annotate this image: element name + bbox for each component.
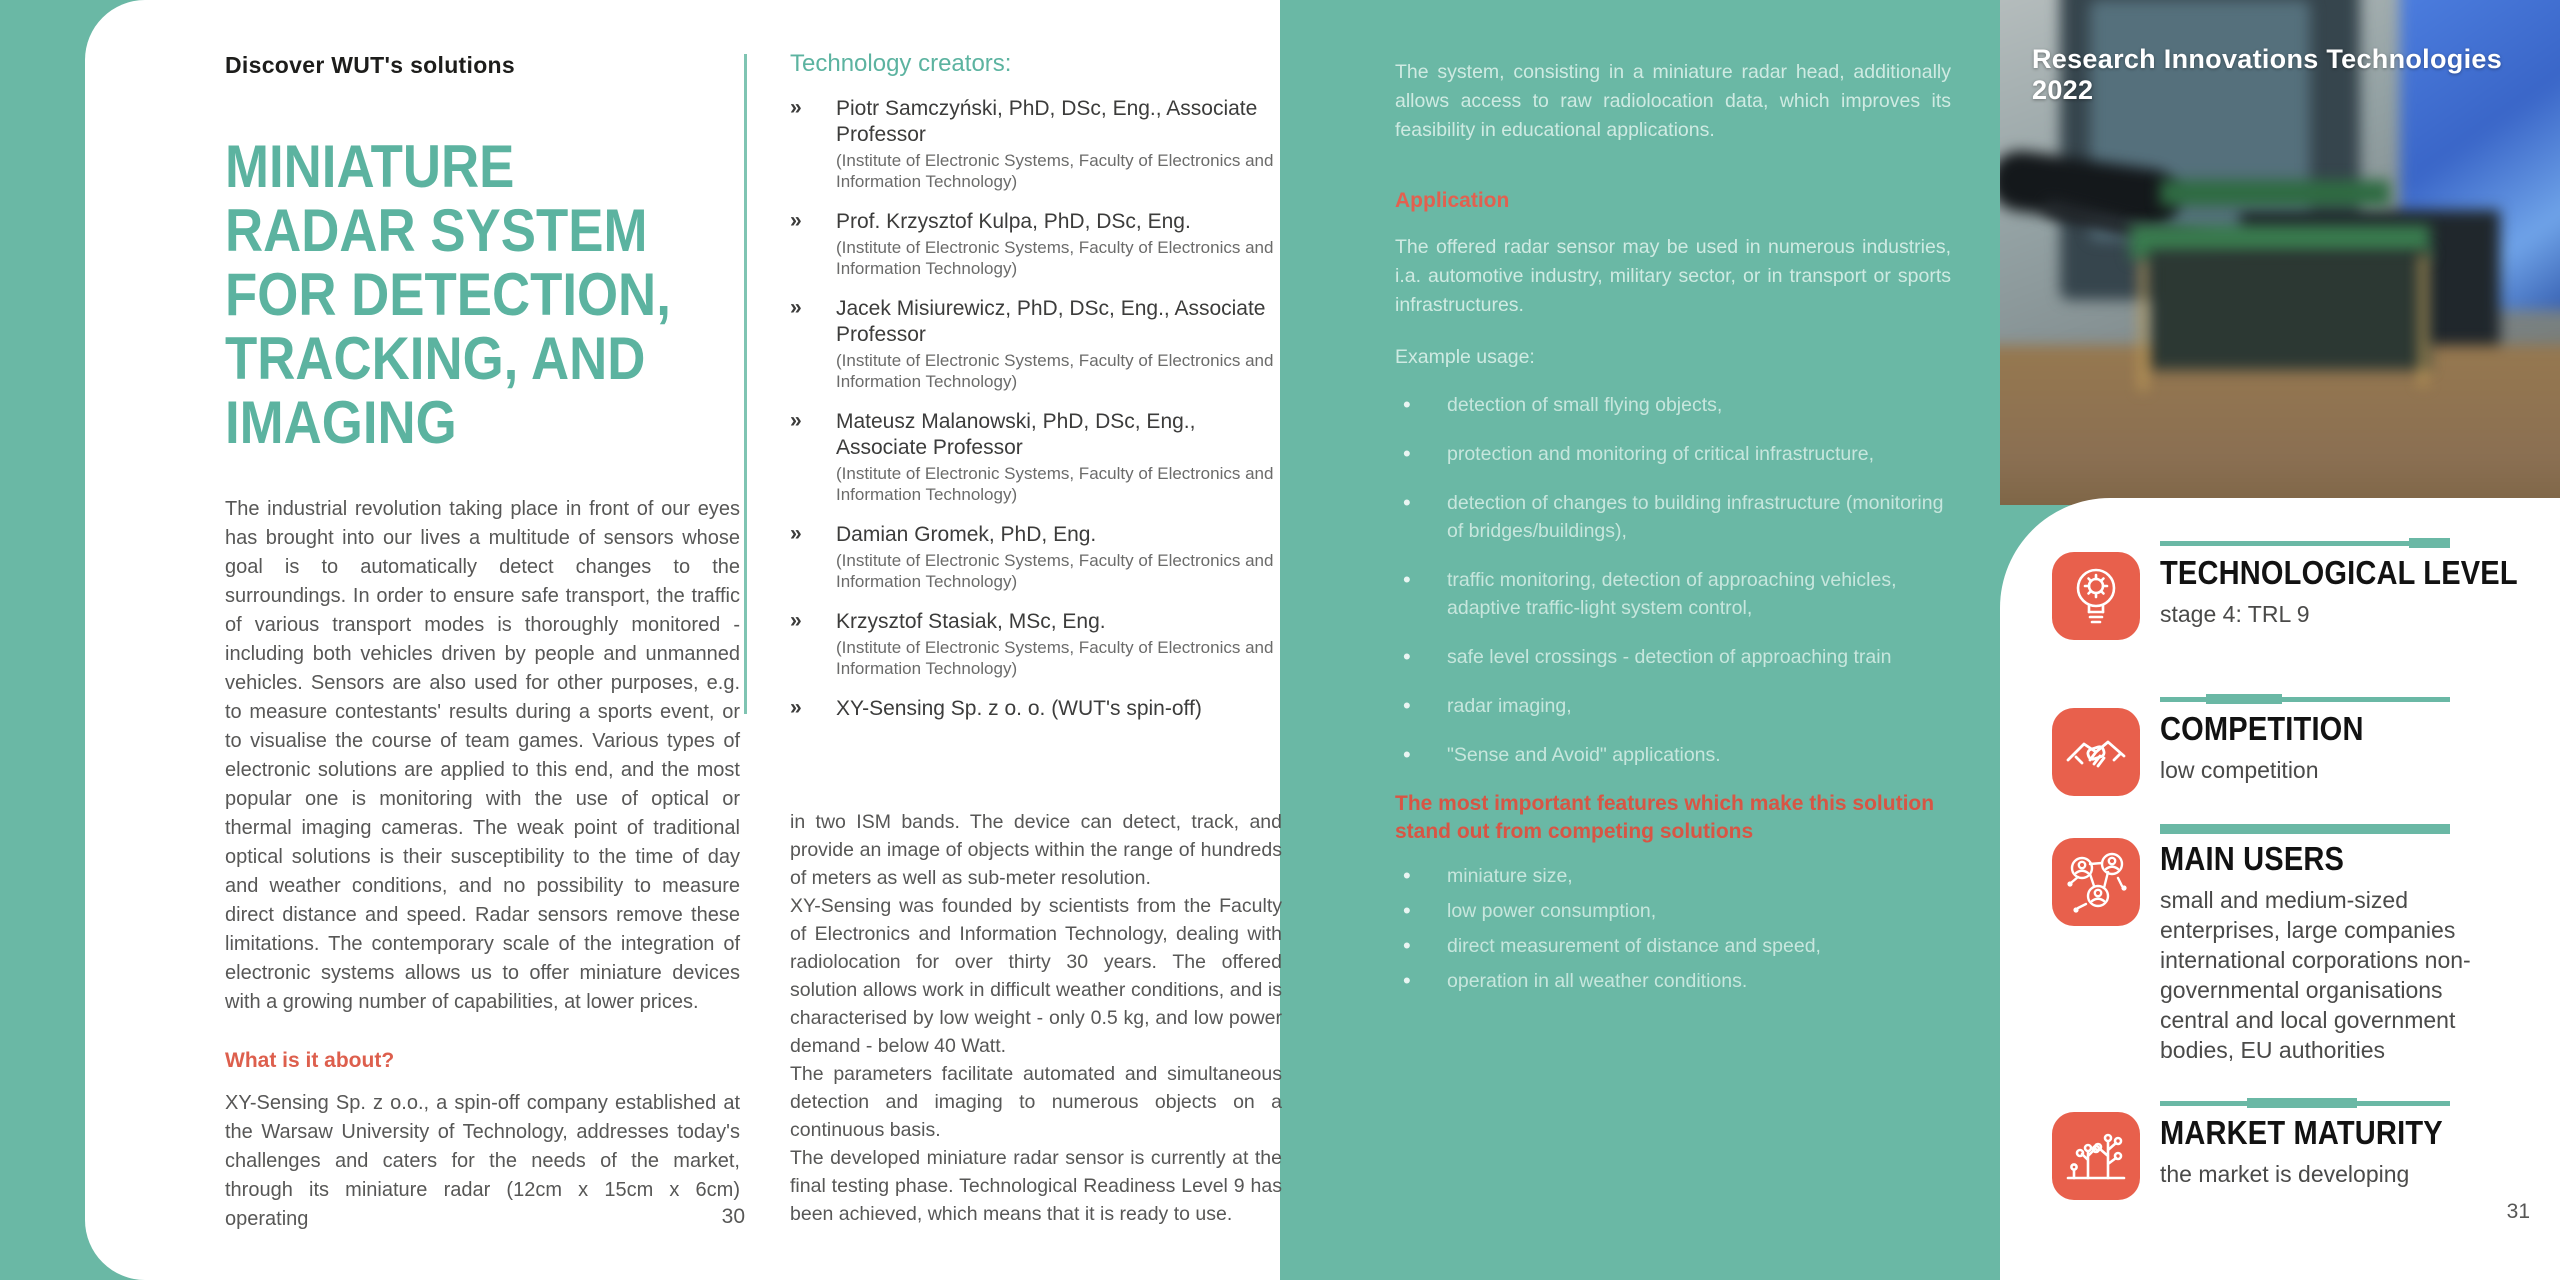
system-paragraph: The system, consisting in a miniature radar head, additionally allows access to raw radiolocation data, which improves its feasibility in educational applications. bbox=[1395, 61, 1951, 141]
page-number-31: 31 bbox=[2506, 1200, 2530, 1223]
creator-item: » XY-Sensing Sp. z o. o. (WUT's spin-off) bbox=[790, 696, 1202, 720]
list-marker-icon: » bbox=[790, 609, 802, 632]
creator-item: » Piotr Samczyński, PhD, DSc, Eng., Associate Professor (Institute of Electronic Systems, Faculty of Electronics and Information Technology) bbox=[790, 96, 1274, 191]
photo-standoff-left bbox=[2140, 260, 2146, 390]
stat-value: small and medium-sized enterprises, large companies international corporations non-governmental organisations central and local government bodies, EU authorities bbox=[2160, 887, 2471, 1063]
photo-pcb-board-upper bbox=[2160, 180, 2390, 206]
creator-item: » Prof. Krzysztof Kulpa, PhD, DSc, Eng. (Institute of Electronic Systems, Faculty of Electronics and Information Technology) bbox=[790, 209, 1274, 278]
usage-list bbox=[1395, 391, 1951, 769]
list-marker-icon: » bbox=[790, 296, 802, 319]
stat-label: MAIN USERS bbox=[2160, 840, 2345, 877]
title-line-2: RADAR SYSTEM bbox=[225, 197, 648, 264]
stat-value: the market is developing bbox=[2160, 1161, 2410, 1187]
network-users-icon bbox=[2052, 838, 2140, 926]
lab-photo bbox=[2000, 0, 2560, 505]
feature-item: • low power consumption, bbox=[1395, 897, 1951, 925]
list-marker-icon: » bbox=[790, 409, 802, 432]
features-heading: The most important features which make this solution stand out from competing solutions bbox=[1395, 792, 1935, 843]
usage-heading: Example usage: bbox=[1395, 346, 1535, 368]
stat-label: MARKET MATURITY bbox=[2160, 1114, 2443, 1151]
page-title bbox=[225, 135, 740, 455]
series-eyebrow: Discover WUT's solutions bbox=[225, 52, 515, 78]
stat-label: TECHNOLOGICAL LEVEL bbox=[2160, 554, 2518, 591]
application-heading: Application bbox=[1395, 189, 1510, 212]
usage-item: • "Sense and Avoid" applications. bbox=[1395, 741, 1951, 769]
stat-value: stage 4: TRL 9 bbox=[2160, 601, 2310, 627]
feature-item: • operation in all weather conditions. bbox=[1395, 967, 1951, 995]
accent-bar bbox=[2160, 538, 2450, 548]
left-main-column bbox=[225, 52, 740, 1234]
about-heading: What is it about? bbox=[225, 1049, 395, 1072]
usage-item: • radar imaging, bbox=[1395, 692, 1951, 720]
creator-item: » Jacek Misiurewicz, PhD, DSc, Eng., Associate Professor (Institute of Electronic Systems, Faculty of Electronics and Information Technology) bbox=[790, 296, 1274, 391]
stat-market-maturity bbox=[2000, 1098, 2560, 1189]
usage-item: • safe level crossings - detection of approaching train bbox=[1395, 643, 1951, 671]
usage-item: • protection and monitoring of critical infrastructure, bbox=[1395, 440, 1951, 468]
title-line-1: MINIATURE bbox=[225, 133, 515, 200]
accent-bar bbox=[2160, 694, 2450, 704]
stat-main-users bbox=[2000, 824, 2560, 1065]
title-line-5: IMAGING bbox=[225, 389, 457, 456]
stat-label: COMPETITION bbox=[2160, 710, 2364, 747]
description-continuation: in two ISM bands. The device can detect, track, and provide an image of objects within the range of hundreds of meters as well as sub-meter resolution. XY-Sensing was founded by scientists from the Faculty of Electronics and Information Technology, dealing with radiolocation for over thirty 30 years. The offered solution allows work in difficult weather conditions, and is characterised by low weight - only 0.5 kg, and low power demand - below 40 Watt. The parameters facilitate automated and simultaneous detection and imaging to numerous objects on a continuous basis. The developed miniature radar sensor is currently at the final testing phase. Technological Readiness Level 9 has been achieved, which means that it is ready to use. bbox=[790, 811, 1282, 1225]
usage-item: • traffic monitoring, detection of approaching vehicles, adaptive traffic-light system control, bbox=[1395, 566, 1951, 622]
series-banner: Research Innovations Technologies 2022 bbox=[2032, 44, 2503, 105]
stat-value: low competition bbox=[2160, 757, 2319, 783]
title-line-4: TRACKING, AND bbox=[225, 325, 646, 392]
list-marker-icon: » bbox=[790, 522, 802, 545]
photo-standoff-right bbox=[2420, 255, 2426, 385]
creator-item: » Krzysztof Stasiak, MSc, Eng. (Institute of Electronic Systems, Faculty of Electronics and Information Technology) bbox=[790, 609, 1274, 678]
list-marker-icon: » bbox=[790, 209, 802, 232]
about-paragraph: XY-Sensing Sp. z o.o., a spin-off company established at the Warsaw University of Technology, addresses today's challenges and caters for the needs of the market, through its miniature radar (12cm x 15cm x 6cm) operating bbox=[225, 1092, 740, 1230]
creator-item: » Damian Gromek, PhD, Eng. (Institute of Electronic Systems, Faculty of Electronics and Information Technology) bbox=[790, 522, 1274, 591]
handshake-icon bbox=[2052, 708, 2140, 796]
title-line-3: FOR DETECTION, bbox=[225, 261, 671, 328]
application-paragraph: The offered radar sensor may be used in numerous industries, i.a. automotive industry, military sector, or in transport or sports infrastructures. bbox=[1395, 236, 1951, 316]
stat-competition bbox=[2000, 694, 2560, 785]
teal-panel-column bbox=[1395, 58, 1951, 1002]
left-page-sheet bbox=[85, 0, 1280, 1280]
stats-panel bbox=[2000, 498, 2560, 1280]
list-marker-icon: » bbox=[790, 696, 802, 719]
feature-item: • miniature size, bbox=[1395, 862, 1951, 890]
list-marker-icon: » bbox=[790, 96, 802, 119]
feature-item: • direct measurement of distance and speed, bbox=[1395, 932, 1951, 960]
usage-item: • detection of changes to building infrastructure (monitoring of bridges/buildings), bbox=[1395, 489, 1951, 545]
creators-column bbox=[790, 50, 1282, 1228]
bulb-gear-icon bbox=[2052, 552, 2140, 640]
creator-item: » Mateusz Malanowski, PhD, DSc, Eng., Associate Professor (Institute of Electronic Systems, Faculty of Electronics and Information Technology) bbox=[790, 409, 1274, 504]
intro-paragraph: The industrial revolution taking place in front of our eyes has brought into our lives a multitude of sensors whose goal is to automatically detect changes to the surroundings. In order to ensure safe transport, the traffic of various transport modes is thoroughly monitored - including both vehicles driven by people and unmanned vehicles. Sensors are also used for other purposes, e.g. to measure contestants' results during a sports event, or to visualise the course of team games. Various types of electronic solutions are applied to this end, and the most popular one is monitoring with the use of optical or thermal imaging cameras. The weak point of traditional optical solutions is their susceptibility to the time of day and weather conditions, and no possibility to measure direct distance and speed. Radar sensors remove these limitations. The contemporary scale of the integration of electronic systems allows us to offer miniature devices with a growing number of capabilities, at lower prices. bbox=[225, 498, 740, 1013]
creators-heading: Technology creators: bbox=[790, 50, 1012, 77]
page-number-30: 30 bbox=[721, 1205, 745, 1228]
features-list bbox=[1395, 862, 1951, 995]
stat-technological-level bbox=[2000, 538, 2560, 629]
growth-icon bbox=[2052, 1112, 2140, 1200]
accent-bar bbox=[2160, 1098, 2450, 1108]
photo-heatsink bbox=[2150, 250, 2430, 370]
usage-item: • detection of small flying objects, bbox=[1395, 391, 1951, 419]
accent-bar bbox=[2160, 824, 2450, 834]
